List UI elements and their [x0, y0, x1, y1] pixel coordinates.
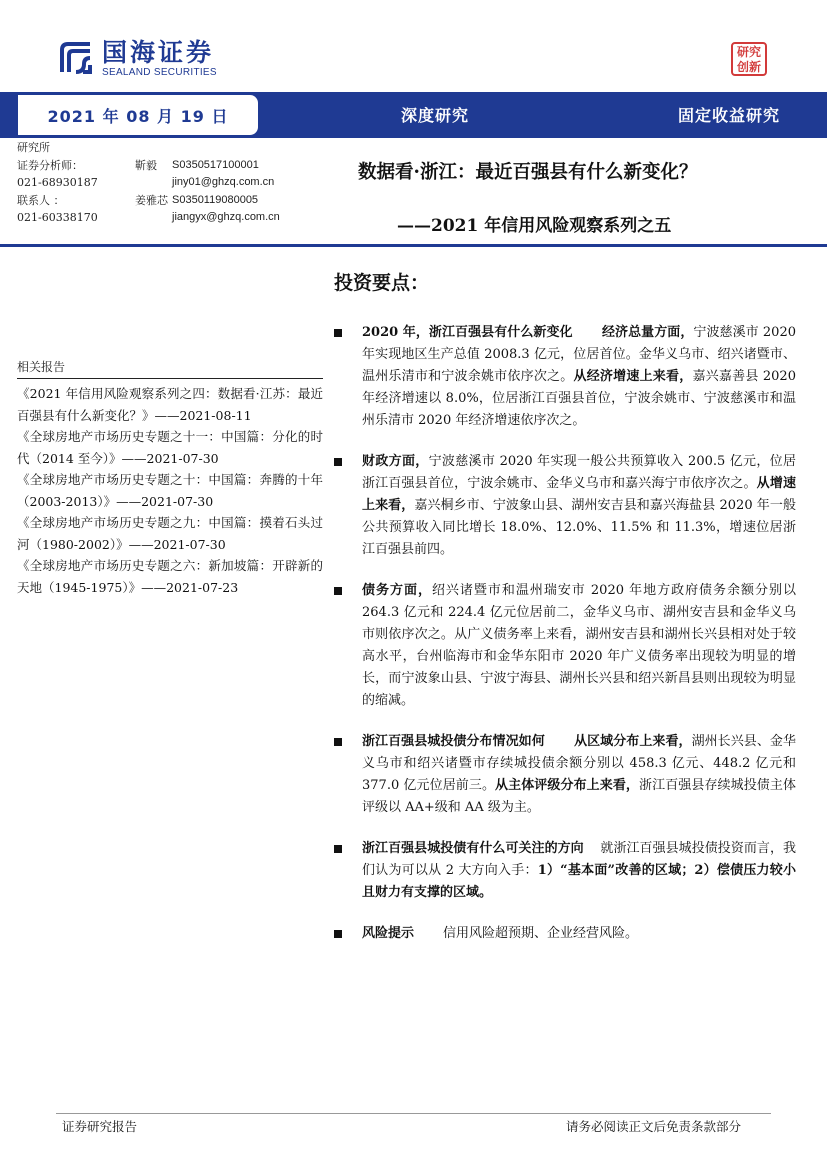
analyst-info — [17, 139, 280, 227]
bullet-text: 宁波慈溪市 2020 年实现一般公共预算收入 200.5 亿元，位居浙江百强县首位，宁波余姚市、金华义乌市和嘉兴海宁市依序次之。 — [362, 454, 796, 491]
bullet-subhead: 债务方面， — [362, 583, 432, 598]
analyst-name — [135, 209, 172, 227]
key-point — [334, 580, 796, 712]
bullet-lead: 风险提示 — [362, 926, 415, 941]
report-type: 深度研究 — [401, 106, 470, 125]
bullet-subhead: 经济总量方面， — [601, 325, 694, 340]
analyst-phone: 021-68930187 — [17, 176, 98, 189]
bullet-text: 浙江百强县存续城投债主体评级以 AA+级和 AA 级为主。 — [362, 778, 796, 815]
key-point — [334, 451, 796, 561]
title-divider — [0, 244, 827, 247]
related-report-link[interactable]: 《全球房地产市场历史专题之六：新加坡篇：开辟新的天地（1945-1975）》——2021-07-23 — [17, 558, 323, 595]
bullet-square-icon — [334, 845, 342, 853]
analyst-name: 姜雅芯 — [135, 193, 168, 207]
bullet-subhead: 从增速上来看， — [362, 476, 796, 513]
key-point — [334, 322, 796, 432]
analyst-name — [135, 174, 172, 192]
bullet-lead: 浙江百强县城投债分布情况如何 — [362, 734, 545, 749]
related-reports — [17, 358, 323, 598]
analyst-row — [17, 157, 280, 175]
bullet-square-icon — [334, 738, 342, 746]
bullet-square-icon — [334, 458, 342, 466]
seal-line-2: 创新 — [736, 60, 761, 74]
bullet-square-icon — [334, 587, 342, 595]
seal-line-1: 研究 — [736, 45, 761, 59]
key-point — [334, 923, 796, 945]
analyst-row — [17, 209, 280, 227]
bullet-subhead: 从经济增速上来看， — [573, 369, 693, 384]
related-reports-title: 相关报告 — [17, 358, 323, 379]
report-subtitle: ——2021 年信用风险观察系列之五 — [397, 216, 672, 236]
key-points-list — [334, 322, 796, 964]
related-report-link[interactable]: 《2021 年信用风险观察系列之四：数据看·江苏：最近百强县有什么新变化？》——2021-08-11 — [17, 386, 323, 423]
bullet-subhead: 从区域分布上来看， — [574, 734, 692, 749]
company-logo — [56, 38, 217, 78]
related-report-link[interactable]: 《全球房地产市场历史专题之十：中国篇：奔腾的十年（2003-2013）》——2021-07-30 — [17, 472, 323, 509]
bullet-square-icon — [334, 930, 342, 938]
analyst-id: S0350517100001 — [172, 158, 259, 171]
analyst-id: S0350119080005 — [172, 193, 259, 206]
bullet-lead: 2020 年，浙江百强县有什么新变化 — [362, 325, 573, 340]
key-points-heading: 投资要点： — [334, 272, 430, 294]
bullet-text: 嘉兴桐乡市、宁波象山县、湖州安吉县和嘉兴海盐县 2020 年一般公共预算收入同比增长 18.0%、12.0%、11.5% 和 11.3%，增速位居浙江百强县前四。 — [362, 498, 796, 557]
sealand-logo-icon — [56, 38, 96, 78]
analyst-row — [17, 192, 280, 210]
report-title: 数据看·浙江：最近百强县有什么新变化？ — [358, 162, 698, 183]
brand-name-cn: 国海证券 — [102, 37, 215, 67]
analyst-dept: 研究所 — [17, 141, 50, 154]
footer-divider — [56, 1113, 771, 1114]
footer-left-text: 证券研究报告 — [62, 1119, 138, 1134]
bullet-text: 嘉兴嘉善县 2020 年经济增速以 8.0%，位居浙江百强县首位，宁波余姚市、宁波慈溪市和温州乐清市 2020 年经济增速依序次之。 — [362, 369, 796, 428]
bullet-subhead: 1）“基本面”改善的区域；2）偿债压力较小且财力有支撑的区域。 — [362, 863, 796, 900]
bullet-text: 信用风险超预期、企业经营风险。 — [442, 926, 638, 941]
bullet-text: 湖州长兴县、金华义乌市和绍兴诸暨市存续城投债余额分别以 458.3 亿元、448.2 亿元和 377.0 亿元位居前三。 — [362, 734, 796, 793]
bullet-text: 就浙江百强县城投债投资而言，我们认为可以从 2 大方向入手： — [362, 841, 796, 878]
footer-disclaimer: 请务必阅读正文后免责条款部分 — [566, 1119, 742, 1134]
brand-name-en: SEALAND SECURITIES — [102, 66, 217, 78]
key-point — [334, 731, 796, 819]
related-report-link[interactable]: 《全球房地产市场历史专题之九：中国篇：摸着石头过河（1980-2002）》——2021-07-30 — [17, 515, 323, 552]
bullet-subhead: 财政方面， — [362, 454, 429, 469]
related-report-link[interactable]: 《全球房地产市场历史专题之十一：中国篇：分化的时代（2014 至今）》——2021-07-30 — [17, 429, 323, 466]
key-point — [334, 838, 796, 904]
report-category: 固定收益研究 — [678, 106, 781, 125]
bullet-subhead: 从主体评级分布上来看， — [495, 778, 640, 793]
bullet-text: 绍兴诸暨市和温州瑞安市 2020 年地方政府债务余额分别以 264.3 亿元和 224.4 亿元位居前二，金华义乌市、湖州安吉县和金华义乌市则依序次之。从广义债务率上来看，湖州安吉县和湖州长兴县相对处于较高水平，台州临海市和金华东阳市 2020 年广义债务率出现较为明显的增长，而宁波象山县、宁波宁海县、湖州长兴县和绍兴新昌县则出现较为明显的缩减。 — [362, 583, 796, 708]
report-date: 2021 年 08 月 19 日 — [18, 95, 258, 135]
bullet-text: 宁波慈溪市 2020 年实现地区生产总值 2008.3 亿元，位居首位。金华义乌市、绍兴诸暨市、温州乐清市和宁波余姚市依序次之。 — [362, 325, 796, 384]
analyst-row — [17, 174, 280, 192]
analyst-phone: 021-60338170 — [17, 211, 98, 224]
analyst-name: 靳毅 — [135, 158, 157, 172]
research-seal-icon — [731, 42, 767, 76]
analyst-email[interactable]: jiangyx@ghzq.com.cn — [172, 211, 280, 223]
bullet-lead: 浙江百强县城投债有什么可关注的方向 — [362, 841, 584, 856]
analyst-role: 联系人 ： — [17, 193, 65, 207]
bullet-square-icon — [334, 329, 342, 337]
analyst-email[interactable]: jiny01@ghzq.com.cn — [172, 176, 275, 188]
analyst-role: 证券分析师： — [17, 158, 83, 172]
